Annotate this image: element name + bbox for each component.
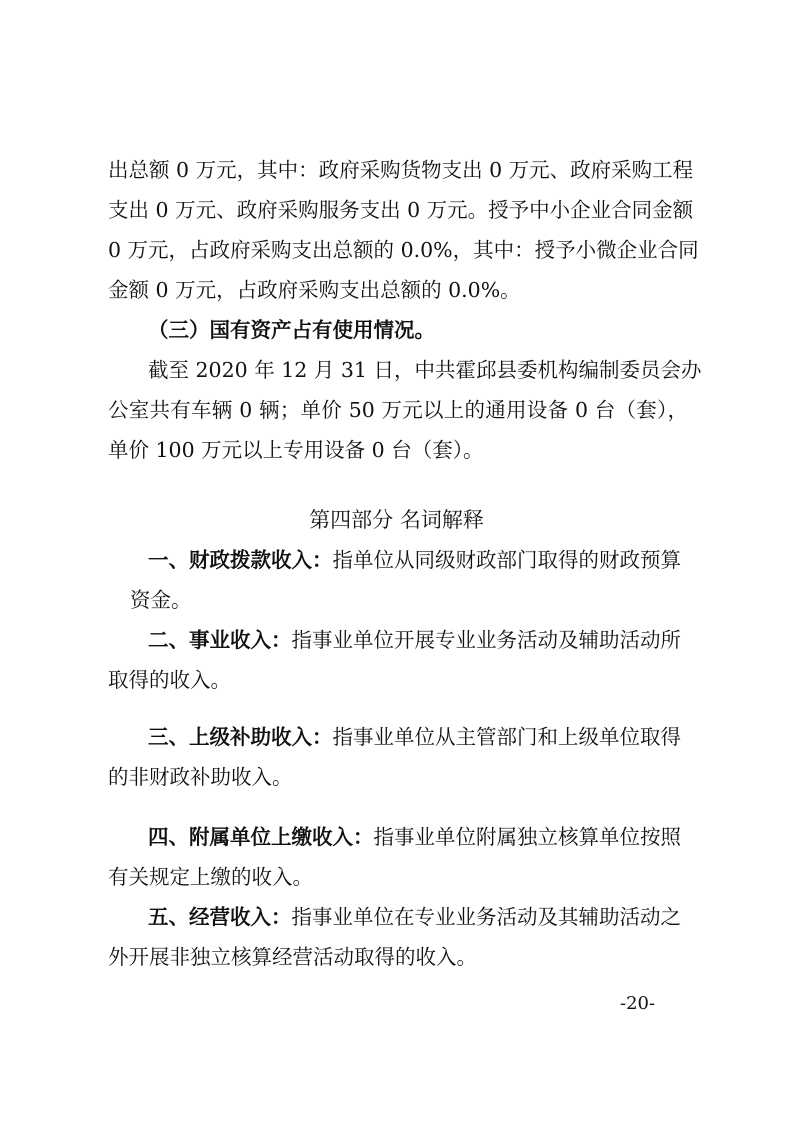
term-continuation: 取得的收入。 (108, 668, 231, 692)
term-definition: 指事业单位从主管部门和上级单位取得 (332, 725, 681, 749)
term-definition: 指事业单位附属独立核算单位按照 (373, 825, 681, 849)
term-definition: 指单位从同级财政部门取得的财政预算 (332, 548, 681, 572)
body-text-line: 出总额 0 万元，其中：政府采购货物支出 0 万元、政府采购工程 (108, 158, 694, 182)
term-continuation: 外开展非独立核算经营活动取得的收入。 (108, 945, 477, 969)
body-text-line: 截至 2020 年 12 月 31 日，中共霍邱县委机构编制委员会办 (148, 358, 702, 382)
body-text-line: 金额 0 万元，占政府采购支出总额的 0.0%。 (108, 278, 521, 302)
term-continuation: 的非财政补助收入。 (108, 765, 293, 789)
term-label: 三、上级补助收入： (148, 725, 333, 749)
term-definition: 指事业单位开展专业业务活动及辅助活动所 (291, 628, 681, 652)
term-definition: 指事业单位在专业业务活动及其辅助活动之 (291, 905, 681, 929)
section-title: 第四部分 名词解释 (309, 508, 484, 532)
term-continuation: 有关规定上缴的收入。 (108, 865, 313, 889)
subsection-heading: （三）国有资产占有使用情况。 (148, 318, 435, 342)
term-line (148, 825, 688, 849)
body-text-line: 支出 0 万元、政府采购服务支出 0 万元。授予中小企业合同金额 (108, 198, 694, 222)
term-continuation: 资金。 (130, 588, 192, 612)
term-line (148, 725, 688, 749)
term-line (148, 628, 688, 652)
body-text-line: 公室共有车辆 0 辆；单价 50 万元以上的通用设备 0 台（套）， (108, 398, 688, 422)
term-line (148, 548, 688, 572)
page-number: -20- (620, 993, 656, 1014)
term-label: 四、附属单位上缴收入： (148, 825, 374, 849)
term-label: 五、经营收入： (148, 905, 292, 929)
body-text-line: 单价 100 万元以上专用设备 0 台（套）。 (108, 438, 484, 462)
body-text-line: 0 万元，占政府采购支出总额的 0.0%，其中：授予小微企业合同 (108, 238, 699, 262)
term-label: 一、财政拨款收入： (148, 548, 333, 572)
term-label: 二、事业收入： (148, 628, 292, 652)
term-line (148, 905, 688, 929)
